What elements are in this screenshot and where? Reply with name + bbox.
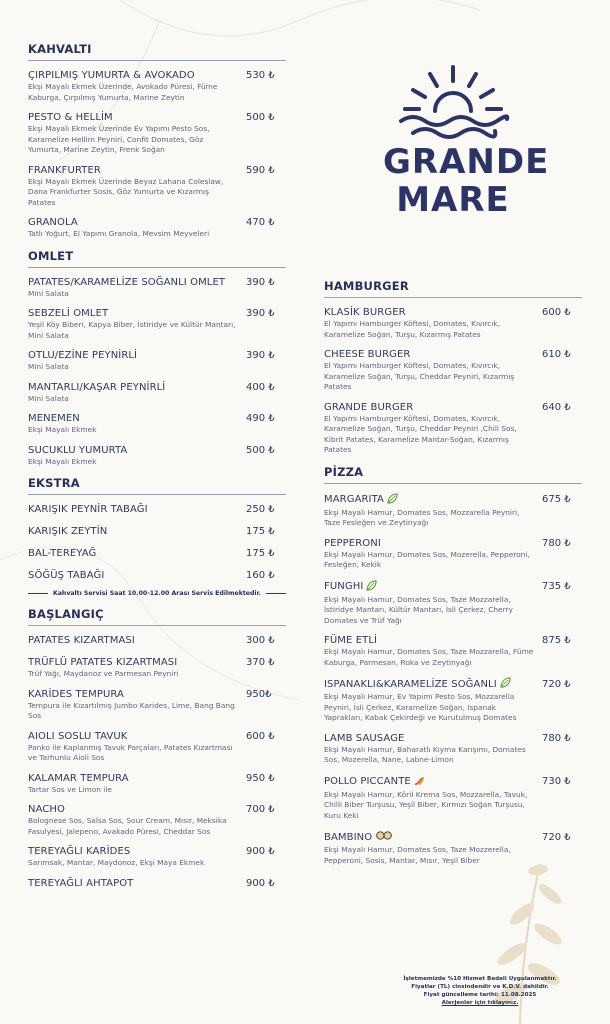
menu-item-price: 610 ₺ xyxy=(542,349,571,360)
divider xyxy=(28,593,48,594)
menu-item-price: 470 ₺ xyxy=(246,217,275,228)
service-hours-note xyxy=(28,590,286,597)
menu-item-name-wrap xyxy=(28,570,104,581)
menu-item-price: 390 ₺ xyxy=(246,308,275,319)
menu-item-description: Yeşil Köy Biberi, Kapya Biber, İstiridye ve Kültür Mantarı, Mini Salata xyxy=(28,320,236,340)
menu-item xyxy=(324,830,582,866)
menu-item xyxy=(28,635,286,646)
menu-item-name: NACHO xyxy=(28,804,66,815)
menu-item-price: 160 ₺ xyxy=(246,570,275,581)
menu-item-name: TEREYAĞLI AHTAPOT xyxy=(28,877,134,889)
menu-item-description: Ekşi Mayalı Hamur, Domates Sos, Mozerella, Pepperoni, Fesleğen, Kekik xyxy=(324,549,530,569)
menu-section xyxy=(324,465,582,867)
menu-item-name-wrap xyxy=(28,413,80,424)
menu-item-name-wrap xyxy=(28,804,65,815)
menu-item-price: 700 ₺ xyxy=(246,804,275,815)
menu-item-description: Ekşi Mayalı Hamur, Ev Yapımı Pesto Sos, Mozzarella Peyniri, İsli Çerkez, Karamelize Soğan, Ispanak Yaprakları, Kabak Çekirdeği ve Kurutulmuş Domates xyxy=(324,692,517,722)
menu-item-name: KARIŞIK PEYNİR TABAĞI xyxy=(28,504,148,515)
menu-item-name: CHEESE BURGER xyxy=(324,349,411,360)
menu-item-name-wrap xyxy=(28,504,148,515)
menu-item xyxy=(324,402,582,456)
menu-item-name-wrap xyxy=(28,773,129,784)
menu-item-name: TEREYAĞLI KARİDES xyxy=(28,846,131,857)
menu-item-name: PEPPERONI xyxy=(324,537,381,549)
menu-item xyxy=(324,493,582,529)
menu-item-name: GRANDE BURGER xyxy=(324,401,414,413)
menu-item-name-wrap xyxy=(28,308,108,319)
menu-item-row xyxy=(28,773,286,784)
section-title: KAHVALTI xyxy=(28,42,286,61)
menu-item-price: 500 ₺ xyxy=(246,444,275,456)
menu-item-name: PATATES KIZARTMASI xyxy=(28,635,135,646)
menu-item xyxy=(28,731,286,764)
menu-item-row xyxy=(324,830,582,844)
menu-item-description: El Yapımı Hamburger Köftesi, Domates, Kıvırcık, Karamelize Soğan, Turşu, Kızarmış Patates xyxy=(324,319,501,339)
menu-section xyxy=(28,42,286,240)
menu-item-description: El Yapımı Hamburger Köftesi, Domates, Kıvırcık, Karamelize Soğan, Turşu, Cheddar Peyniri ,Chili Sos, Kibrit Patates, Karamelize Mantar-Soğan, Kızarmış Patates xyxy=(324,413,517,454)
menu-item xyxy=(28,689,286,722)
menu-item-name: BAMBINO xyxy=(324,831,373,843)
menu-item-description: Tartar Sos ve Limon ile xyxy=(28,784,112,794)
menu-item-name-wrap xyxy=(28,350,137,361)
menu-item xyxy=(28,217,286,240)
menu-item-price: 950₺ xyxy=(246,688,272,700)
menu-item-price: 600 ₺ xyxy=(246,730,275,742)
menu-item-name-wrap xyxy=(28,846,130,857)
menu-item-price: 400 ₺ xyxy=(246,381,275,393)
menu-item-name-wrap xyxy=(324,538,381,549)
menu-item-row xyxy=(324,538,582,549)
menu-item-row xyxy=(28,526,286,537)
menu-item-name: PESTO & HELLİM xyxy=(28,112,113,123)
left-menu-column xyxy=(28,42,286,900)
section-title: PİZZA xyxy=(324,465,582,484)
menu-section xyxy=(324,279,582,456)
menu-item xyxy=(324,538,582,571)
menu-item-name: PATATES/KARAMELİZE SOĞANLI OMLET xyxy=(28,276,226,288)
menu-item-name: GRANOLA xyxy=(28,217,78,228)
menu-item xyxy=(324,580,582,627)
footer-service-fee: İşletmemizde %10 Hizmet Bedeli Uygulanmaktır. xyxy=(403,976,557,982)
menu-item-row xyxy=(28,445,286,456)
menu-item-price: 900 ₺ xyxy=(246,877,275,889)
menu-item xyxy=(28,657,286,680)
menu-item xyxy=(28,277,286,300)
menu-item-row xyxy=(324,580,582,594)
menu-item-description: Ekşi Mayalı Hamur, Domates Sos, Taze Mozzarella, İstiridye Mantarı, Kültür Mantarı, İsli Çerkez, Cherry Domates ve Trüf Yağı xyxy=(324,594,513,625)
menu-section xyxy=(28,249,286,468)
section-title: HAMBURGER xyxy=(324,279,582,298)
menu-item-price: 780 ₺ xyxy=(542,732,571,744)
menu-item xyxy=(28,112,286,156)
menu-item-price: 500 ₺ xyxy=(246,112,275,123)
menu-item xyxy=(28,382,286,405)
menu-item xyxy=(28,350,286,373)
menu-item-name-wrap xyxy=(28,657,177,668)
section-title: BAŞLANGIÇ xyxy=(28,607,286,626)
menu-item-row xyxy=(28,570,286,581)
menu-item xyxy=(324,733,582,766)
menu-item-price: 250 ₺ xyxy=(246,504,275,515)
menu-item-row xyxy=(324,635,582,646)
menu-item-price: 390 ₺ xyxy=(246,350,275,361)
menu-item-price: 735 ₺ xyxy=(542,581,571,592)
menu-item-name: BAL-TEREYAĞ xyxy=(28,548,97,559)
menu-item xyxy=(28,773,286,796)
menu-item-name: OTLU/EZİNE PEYNİRLİ xyxy=(28,350,138,361)
menu-item-price: 370 ₺ xyxy=(246,657,275,668)
menu-item-row xyxy=(28,689,286,700)
menu-item-description: Mini Salata xyxy=(28,362,69,371)
menu-item xyxy=(324,307,582,340)
menu-item-name-wrap xyxy=(324,402,413,413)
menu-item-name: AIOLI SOSLU TAVUK xyxy=(28,730,128,742)
menu-item-price: 730 ₺ xyxy=(542,776,571,787)
menu-item-row xyxy=(28,413,286,424)
menu-item-description: Panko ile Kaplanmış Tavuk Parçaları, Patates Kızartması ve Tarhunlu Aioli Sos xyxy=(28,742,233,762)
menu-item-name-wrap xyxy=(324,830,393,844)
menu-item-row xyxy=(324,349,582,360)
menu-item-price: 780 ₺ xyxy=(542,537,571,549)
chili-icon xyxy=(414,775,425,789)
menu-item xyxy=(28,878,286,889)
menu-item-name: MARGARITA xyxy=(324,494,384,505)
menu-item xyxy=(28,165,286,209)
menu-item-price: 900 ₺ xyxy=(246,846,275,857)
menu-item-name-wrap xyxy=(324,493,398,507)
menu-item-description: Tempura ile Kızartılmış Jumbo Karides, Lime, Bang Bang Sos xyxy=(28,700,235,720)
menu-item-name: SEBZELİ OMLET xyxy=(28,308,109,319)
menu-item-price: 175 ₺ xyxy=(246,526,275,537)
logo-word-grande: GRANDE xyxy=(383,142,550,182)
menu-item-name: ÇIRPILMIŞ YUMURTA & AVOKADO xyxy=(28,70,195,81)
menu-item-name-wrap xyxy=(324,677,511,691)
menu-item-price: 490 ₺ xyxy=(246,413,275,424)
leaf-icon xyxy=(387,493,398,507)
menu-item-row xyxy=(28,504,286,515)
menu-item-name: KARIŞIK ZEYTİN xyxy=(28,526,108,537)
menu-item-description: Mini Salata xyxy=(28,288,69,298)
menu-item-row xyxy=(28,548,286,559)
menu-item-price: 675 ₺ xyxy=(542,494,571,505)
menu-item-row xyxy=(28,382,286,393)
menu-item-name-wrap xyxy=(28,878,133,889)
menu-item-description: Ekşi Mayalı Ekmek Üzerinde Beyaz Lahana Coleslaw, Dana Frankfurter Sosis, Göz Yumurta ve Kızarmış Patates xyxy=(28,176,224,207)
menu-item-row xyxy=(28,112,286,123)
logo-word-mare: MARE xyxy=(396,180,510,220)
menu-item-name-wrap xyxy=(28,635,135,646)
menu-item-name: TRÜFLÜ PATATES KIZARTMASI xyxy=(28,657,178,668)
menu-item-name: FUNGHI xyxy=(324,581,364,592)
menu-item-name-wrap xyxy=(324,580,377,594)
menu-item-name: ISPANAKLI&KARAMELİZE SOĞANLI xyxy=(324,678,497,690)
divider xyxy=(266,593,286,594)
menu-item xyxy=(28,570,286,581)
menu-item-name-wrap xyxy=(28,548,96,559)
menu-item-row xyxy=(324,733,582,744)
menu-item-name-wrap xyxy=(28,731,127,742)
menu-item-price: 390 ₺ xyxy=(246,276,275,288)
menu-item-row xyxy=(324,402,582,413)
menu-item xyxy=(324,775,582,822)
menu-item-name-wrap xyxy=(324,635,377,646)
menu-item-description: Ekşi Mayalı Hamur, Köriİ Krema Sos, Mozzarella, Tavuk, Chilli Biber Turşusu, Yeşil Biber, Kırmızı Soğan Turşusu, Kuru Keki xyxy=(324,789,528,820)
menu-item-price: 530 ₺ xyxy=(246,70,275,81)
footer-update-date: Fiyat güncelleme tarihi: 11.08.2025 xyxy=(423,992,537,998)
menu-item-name: SÖĞÜŞ TABAĞI xyxy=(28,570,105,581)
menu-item-name-wrap xyxy=(28,277,225,288)
menu-item-name: LAMB SAUSAGE xyxy=(324,732,405,744)
leaf-icon xyxy=(500,677,511,691)
menu-item-name-wrap xyxy=(28,445,127,456)
grande-mare-logo xyxy=(383,63,550,223)
leaf-icon xyxy=(366,580,377,594)
menu-item-name-wrap xyxy=(28,70,195,81)
menu-item-row xyxy=(324,307,582,318)
menu-item-description: Ekşi Mayalı Ekmek Üzerinde Ev Yapımı Pesto Sos, Karamelize Hellim Peyniri, Confit Domates, Göz Yumurta, Marine Zeytin, Frenk Soğan xyxy=(28,124,210,154)
menu-item xyxy=(324,677,582,724)
menu-item-name: FÜME ETLİ xyxy=(324,635,378,646)
menu-item xyxy=(28,804,286,837)
menu-item-row xyxy=(324,493,582,507)
menu-item-name-wrap xyxy=(28,526,107,537)
menu-item xyxy=(28,846,286,869)
menu-item-price: 300 ₺ xyxy=(246,635,275,646)
menu-item-description: Ekşi Mayalı Hamur, Domates Sos, Taze Mozzerella, Pepperoni, Sosis, Mantar, Mısır, Yeşil Biber xyxy=(324,845,511,865)
menu-item-name: FRANKFURTER xyxy=(28,164,101,176)
menu-item-price: 950 ₺ xyxy=(246,772,275,784)
menu-item xyxy=(28,504,286,515)
menu-section xyxy=(28,476,286,597)
service-hours-text: Kahvaltı Servisi Saat 10.00-12.00 Arası Servis Edilmektedir. xyxy=(52,590,262,597)
menu-item-price: 875 ₺ xyxy=(542,635,571,646)
menu-item-row xyxy=(28,635,286,646)
menu-item-row xyxy=(28,70,286,81)
menu-item xyxy=(28,413,286,436)
right-menu-column xyxy=(324,279,582,875)
menu-item-name-wrap xyxy=(28,165,101,176)
menu-item-row xyxy=(28,804,286,815)
menu-item-description: Ekşi Mayalı Ekmek Üzerinde, Avokado Püresi, Füme Kaburga, Çırpılmış Yumurta, Marine Zeytin xyxy=(28,82,218,102)
menu-item-description: Ekşi Mayalı Ekmek xyxy=(28,425,97,434)
menu-item xyxy=(28,308,286,341)
section-title: EKSTRA xyxy=(28,476,286,495)
menu-item-description: Sarımsak, Mantar, Maydonoz, Ekşi Maya Ekmek xyxy=(28,858,205,867)
menu-section xyxy=(28,607,286,889)
menu-item-row xyxy=(28,217,286,228)
menu-item-name-wrap xyxy=(28,217,78,228)
menu-item-row xyxy=(28,277,286,288)
menu-item-price: 590 ₺ xyxy=(246,164,275,176)
menu-item-price: 175 ₺ xyxy=(246,548,275,559)
sun-waves-icon xyxy=(383,63,523,143)
menu-item-name: KALAMAR TEMPURA xyxy=(28,772,129,784)
menu-item-price: 720 ₺ xyxy=(542,678,571,690)
menu-item-name-wrap xyxy=(324,775,425,789)
menu-item-name: MANTARLI/KAŞAR PEYNİRLİ xyxy=(28,381,166,393)
menu-item-description: Bolognese Sos, Salsa Sos, Sour Cream, Mısır, Meksika Fasulyesi, Jalepeno, Avakado Püresi, Cheddar Sos xyxy=(28,816,227,836)
menu-item-name-wrap xyxy=(324,349,410,360)
menu-item xyxy=(324,349,582,393)
menu-item xyxy=(324,635,582,668)
menu-item-name: MENEMEN xyxy=(28,413,80,424)
menu-item-description: El Yapımı Hamburger Köftesi, Domates, Kıvırcık, Karamelize Soğan, Turşu, Cheddar Peyniri, Kızarmış Patates xyxy=(324,361,515,391)
footer-currency-note: Fiyatlar (TL) cinsindendir ve K.D.V. dahildir. xyxy=(411,984,549,990)
menu-footer xyxy=(400,975,560,1007)
menu-item-name-wrap xyxy=(28,112,113,123)
menu-item-name-wrap xyxy=(324,733,404,744)
menu-item-description: Ekşi Mayalı Hamur, Domates Sos, Mozzarella Peyniri, Taze Fesleğen ve Zeytinyağı xyxy=(324,507,520,527)
menu-item-name: POLLO PICCANTE xyxy=(324,776,411,787)
menu-item-name: KARİDES TEMPURA xyxy=(28,688,124,700)
menu-item-row xyxy=(28,878,286,889)
menu-item-name-wrap xyxy=(28,382,165,393)
menu-item-row xyxy=(324,775,582,789)
menu-item-row xyxy=(28,308,286,319)
menu-item-description: Ekşi Mayalı Ekmek xyxy=(28,456,97,466)
menu-item-price: 640 ₺ xyxy=(542,401,571,413)
menu-item xyxy=(28,548,286,559)
menu-item-row xyxy=(324,677,582,691)
menu-item-description: Ekşi Mayalı Hamur, Domates Sos, Taze Mozzarella, Füme Kaburga, Parmesan, Roka ve Zeytinyağı xyxy=(324,647,534,667)
menu-item-name-wrap xyxy=(28,689,124,700)
menu-item-name-wrap xyxy=(324,307,406,318)
menu-item-name: SUCUKLU YUMURTA xyxy=(28,444,128,456)
menu-item-description: Ekşi Mayalı Hamur, Baharatlı Kıyma Karışımı, Domates Sos, Mozerella, Nane, Labne-Limon xyxy=(324,744,526,764)
menu-item-description: Trüf Yağı, Maydanoz ve Parmesan Peyniri xyxy=(28,669,179,678)
allergens-link[interactable]: Alerjenler için tıklayınız. xyxy=(441,1000,519,1006)
menu-item-price: 720 ₺ xyxy=(542,831,571,843)
menu-item xyxy=(28,526,286,537)
menu-item-price: 600 ₺ xyxy=(542,307,571,318)
menu-item xyxy=(28,445,286,468)
menu-item-row xyxy=(28,846,286,857)
menu-item-description: Tatlı Yoğurt, El Yapımı Granola, Mevsim Meyveleri xyxy=(28,229,210,238)
section-title: OMLET xyxy=(28,249,286,268)
menu-item-description: Mini Salata xyxy=(28,393,69,403)
menu-item-row xyxy=(28,350,286,361)
menu-item xyxy=(28,70,286,103)
menu-item-row xyxy=(28,731,286,742)
menu-item-name: KLASİK BURGER xyxy=(324,307,406,318)
menu-item-row xyxy=(28,165,286,176)
kids-icon xyxy=(375,830,393,844)
menu-item-row xyxy=(28,657,286,668)
